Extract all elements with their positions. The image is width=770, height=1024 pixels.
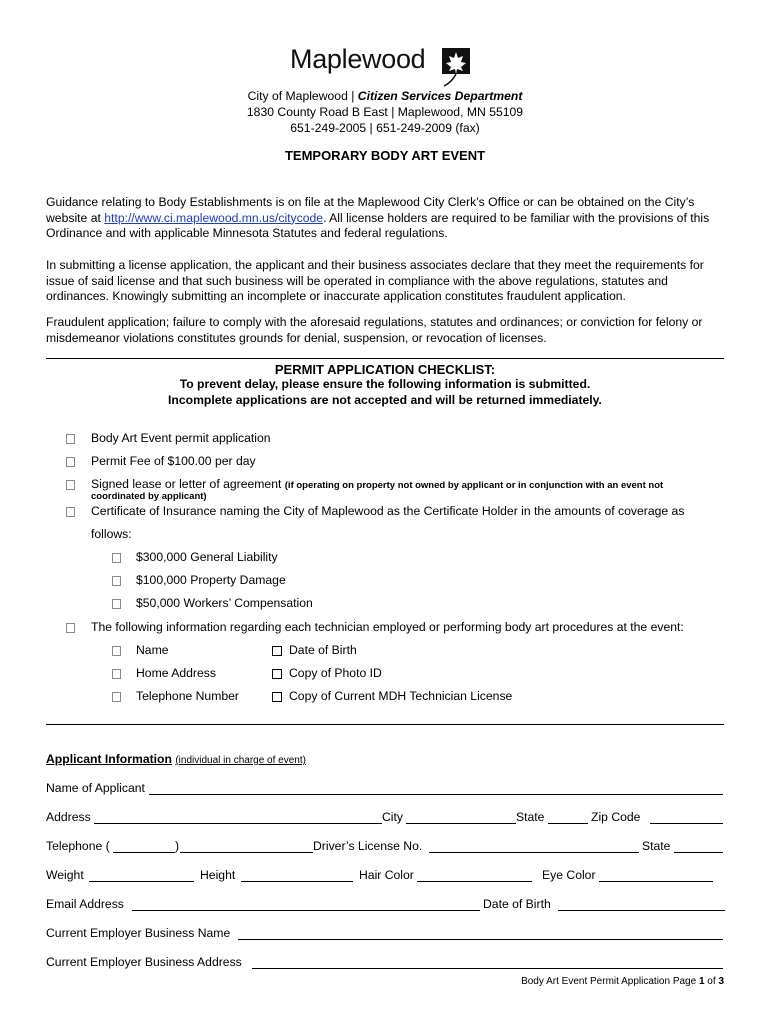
logo-text: Maplewood [290, 44, 426, 74]
checklist-item: Body Art Event permit application [91, 431, 271, 445]
city-phones: 651-249-2005 | 651-249-2009 (fax) [290, 121, 480, 135]
email-field[interactable] [132, 910, 480, 911]
maple-leaf-icon [428, 46, 474, 88]
telephone-field[interactable] [180, 852, 313, 853]
license-state-label: State [642, 839, 671, 853]
p1-text-after: . All license holders are required to be familiar with the provisions of this Ordinance and with applicable Minnesota Statutes and federal regulations. [46, 210, 710, 240]
checklist-subtitle: Incomplete applications are not accepted and will be returned immediately. [168, 393, 602, 407]
hair-label: Hair Color [359, 868, 414, 882]
checklist-item-note: (if operating on property not owned by applicant or in conjunction with an event not [284, 480, 664, 491]
physical-row [46, 868, 726, 884]
address-row [46, 810, 726, 826]
footer-of: of [704, 976, 719, 987]
city-label: City [382, 810, 403, 824]
city-address: 1830 County Road B East | Maplewood, MN 55109 [246, 105, 524, 119]
checklist-item-label: Signed lease or letter of agreement [91, 477, 285, 491]
checkbox[interactable] [112, 669, 121, 679]
checkbox[interactable] [66, 434, 75, 444]
dob-field[interactable] [558, 910, 725, 911]
page-total: 3 [718, 976, 724, 987]
name-label: Name of Applicant [46, 781, 145, 795]
employer-name-label: Current Employer Business Name [46, 926, 231, 940]
tel-close-paren: ) [175, 839, 180, 853]
checklist-item: Certificate of Insurance naming the City of Maplewood as the Certificate Holder in the amounts of coverage as [91, 504, 685, 518]
checkbox[interactable] [66, 480, 75, 490]
license-field[interactable] [429, 852, 639, 853]
checkbox[interactable] [272, 692, 282, 702]
declaration-paragraph: In submitting a license application, the applicant and their business associates declare that they meet the requirements for issue of said license and that such business will be operated in compliance with the above regulations, statutes and ordinances. Knowingly submitting an incomplete or inaccurate application constitutes fraudulent application. [46, 258, 704, 303]
page-footer [521, 976, 724, 987]
state-label: State [516, 810, 545, 824]
checklist-item-continued: follows: [91, 527, 132, 541]
height-field[interactable] [241, 881, 353, 882]
address-field[interactable] [94, 823, 382, 824]
checkbox[interactable] [66, 623, 75, 633]
license-label: Driver’s License No. [313, 839, 423, 853]
city-field[interactable] [406, 823, 516, 824]
address-label: Address [46, 810, 91, 824]
area-code-field[interactable] [113, 852, 175, 853]
checkbox[interactable] [66, 457, 75, 467]
applicant-heading-note: (individual in charge of event) [175, 755, 306, 766]
telephone-row [46, 839, 726, 855]
employer-name-row [46, 926, 726, 942]
checklist-item: The following information regarding each technician employed or performing body art procedures at the event: [91, 620, 684, 634]
state-field[interactable] [548, 823, 588, 824]
name-field[interactable] [149, 794, 723, 795]
checkbox[interactable] [112, 692, 121, 702]
city-line [0, 88, 770, 104]
checkbox[interactable] [112, 576, 121, 586]
footer-text: Body Art Event Permit Application Page [521, 976, 699, 987]
email-row [46, 897, 726, 913]
checkbox[interactable] [112, 646, 121, 656]
divider [46, 724, 724, 725]
divider [46, 358, 724, 359]
checklist-item-note: coordinated by applicant) [91, 491, 207, 502]
eye-field[interactable] [599, 881, 713, 882]
document-title: TEMPORARY BODY ART EVENT [284, 148, 486, 163]
tech-item: Copy of Photo ID [289, 666, 382, 680]
email-label: Email Address [46, 897, 124, 911]
eye-label: Eye Color [542, 868, 596, 882]
dob-label: Date of Birth [483, 897, 551, 911]
tech-item: Name [136, 643, 169, 657]
department-name: Citizen Services Department [357, 89, 523, 103]
checkbox[interactable] [272, 646, 282, 656]
checklist-item: Permit Fee of $100.00 per day [91, 454, 256, 468]
tech-item: Telephone Number [136, 689, 239, 703]
tech-item: Home Address [136, 666, 216, 680]
employer-address-field[interactable] [252, 968, 723, 969]
applicant-heading-label: Applicant Information [46, 752, 172, 766]
hair-field[interactable] [417, 881, 532, 882]
fraud-paragraph: Fraudulent application; failure to comply with the aforesaid regulations, statutes and ordinances; or conviction for felony or misdemeanor violations constitutes grounds for denial, suspension, or revocation of licenses. [46, 315, 703, 345]
p1-text-before: Guidance relating to Body Establishments is on file at the Maplewood City Clerk’s Office or can be obtained on the City’s website at [46, 195, 695, 225]
weight-field[interactable] [89, 881, 194, 882]
page-number: 1 [698, 976, 705, 987]
checklist-subtitle: To prevent delay, please ensure the following information is submitted. [179, 377, 591, 391]
checkbox[interactable] [66, 507, 75, 517]
checklist-title: PERMIT APPLICATION CHECKLIST: [274, 362, 496, 377]
checklist-item [91, 477, 663, 491]
tech-item: Date of Birth [289, 643, 357, 657]
telephone-label: Telephone ( [46, 839, 110, 853]
weight-label: Weight [46, 868, 84, 882]
zip-label: Zip Code [591, 810, 641, 824]
employer-address-label: Current Employer Business Address [46, 955, 242, 969]
zip-field[interactable] [650, 823, 723, 824]
employer-address-row [46, 955, 726, 971]
city-prefix: City of Maplewood | [247, 89, 358, 103]
coverage-item: $300,000 General Liability [136, 550, 278, 564]
employer-name-field[interactable] [238, 939, 723, 940]
tech-item: Copy of Current MDH Technician License [289, 689, 513, 703]
coverage-item: $50,000 Workers’ Compensation [136, 596, 313, 610]
guidance-paragraph [46, 195, 728, 242]
name-row [46, 781, 726, 797]
height-label: Height [200, 868, 236, 882]
citycode-link[interactable]: http://www.ci.maplewood.mn.us/citycode [104, 210, 324, 225]
checkbox[interactable] [112, 553, 121, 563]
checkbox[interactable] [112, 599, 121, 609]
license-state-field[interactable] [674, 852, 723, 853]
applicant-heading [46, 752, 306, 766]
coverage-item: $100,000 Property Damage [136, 573, 286, 587]
checkbox[interactable] [272, 669, 282, 679]
maplewood-logo [290, 44, 490, 90]
